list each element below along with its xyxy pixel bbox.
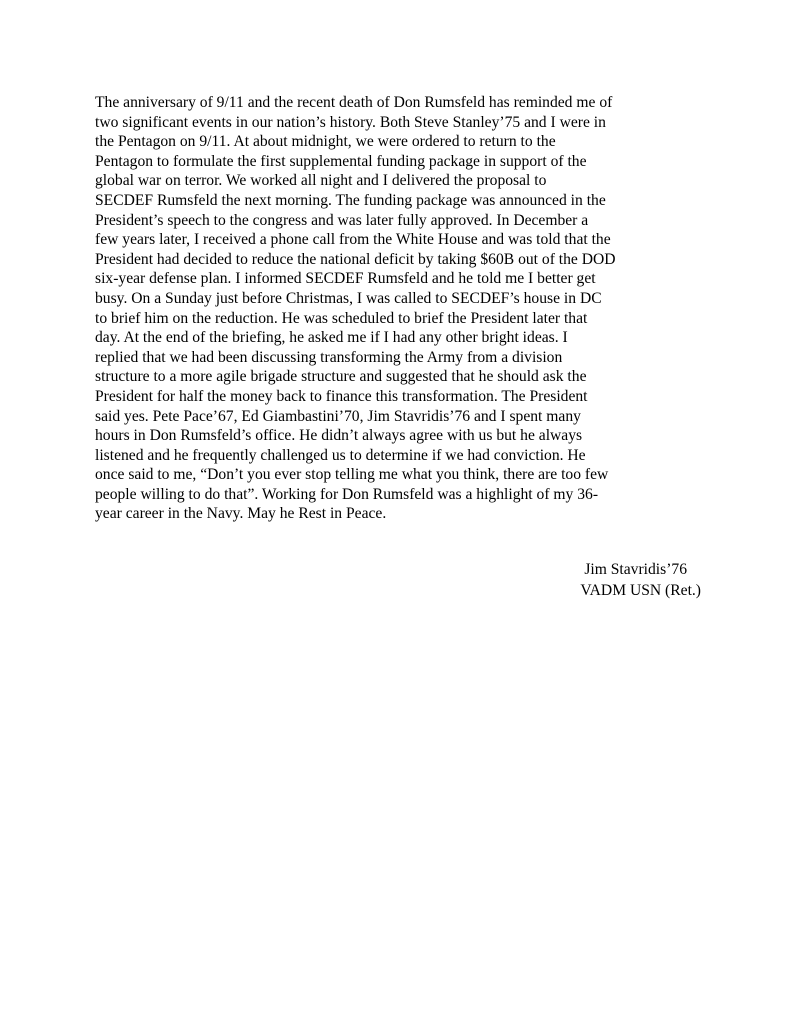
letter-line: once said to me, “Don’t you ever stop telling me what you think, there are too few	[95, 466, 609, 484]
letter-line: year career in the Navy. May he Rest in Peace.	[95, 505, 387, 523]
letter-line: six-year defense plan. I informed SECDEF Rumsfeld and he told me I better get	[95, 270, 596, 288]
signature-rank: VADM USN (Ret.)	[580, 582, 701, 599]
letter-line: few years later, I received a phone call from the White House and was told that the	[95, 231, 611, 249]
letter-line: said yes. Pete Pace’67, Ed Giambastini’70, Jim Stavridis’76 and I spent many	[95, 407, 581, 425]
letter-line: Pentagon to formulate the first supplemental funding package in support of the	[95, 152, 587, 170]
letter-line: to brief him on the reduction. He was scheduled to brief the President later that	[95, 309, 588, 327]
signature-block	[580, 559, 701, 601]
letter-line: two significant events in our nation’s history. Both Steve Stanley’75 and I were in	[95, 113, 606, 131]
letter-line: The anniversary of 9/11 and the recent death of Don Rumsfeld has reminded me of	[95, 94, 613, 111]
letter-line: President had decided to reduce the national deficit by taking $60B out of the DOD	[95, 250, 616, 268]
letter-line: President for half the money back to finance this transformation. The President	[95, 387, 588, 405]
letter-line: SECDEF Rumsfeld the next morning. The funding package was announced in the	[95, 191, 606, 209]
letter-body	[95, 93, 715, 524]
letter-line: busy. On a Sunday just before Christmas, I was called to SECDEF’s house in DC	[95, 289, 602, 307]
letter-line: hours in Don Rumsfeld’s office. He didn’t always agree with us but he always	[95, 427, 583, 445]
letter-line: the Pentagon on 9/11. At about midnight, we were ordered to return to the	[95, 133, 556, 151]
signature-name: Jim Stavridis’76	[584, 561, 687, 578]
letter-line: global war on terror. We worked all night and I delivered the proposal to	[95, 172, 547, 190]
letter-line: day. At the end of the briefing, he asked me if I had any other bright ideas. I	[95, 329, 568, 347]
letter-line: President’s speech to the congress and was later fully approved. In December a	[95, 211, 589, 229]
letter-line: replied that we had been discussing transforming the Army from a division	[95, 348, 563, 366]
letter-line: listened and he frequently challenged us to determine if we had conviction. He	[95, 446, 586, 464]
letter-line: people willing to do that”. Working for Don Rumsfeld was a highlight of my 36-	[95, 485, 599, 503]
letter-line: structure to a more agile brigade structure and suggested that he should ask the	[95, 368, 587, 386]
